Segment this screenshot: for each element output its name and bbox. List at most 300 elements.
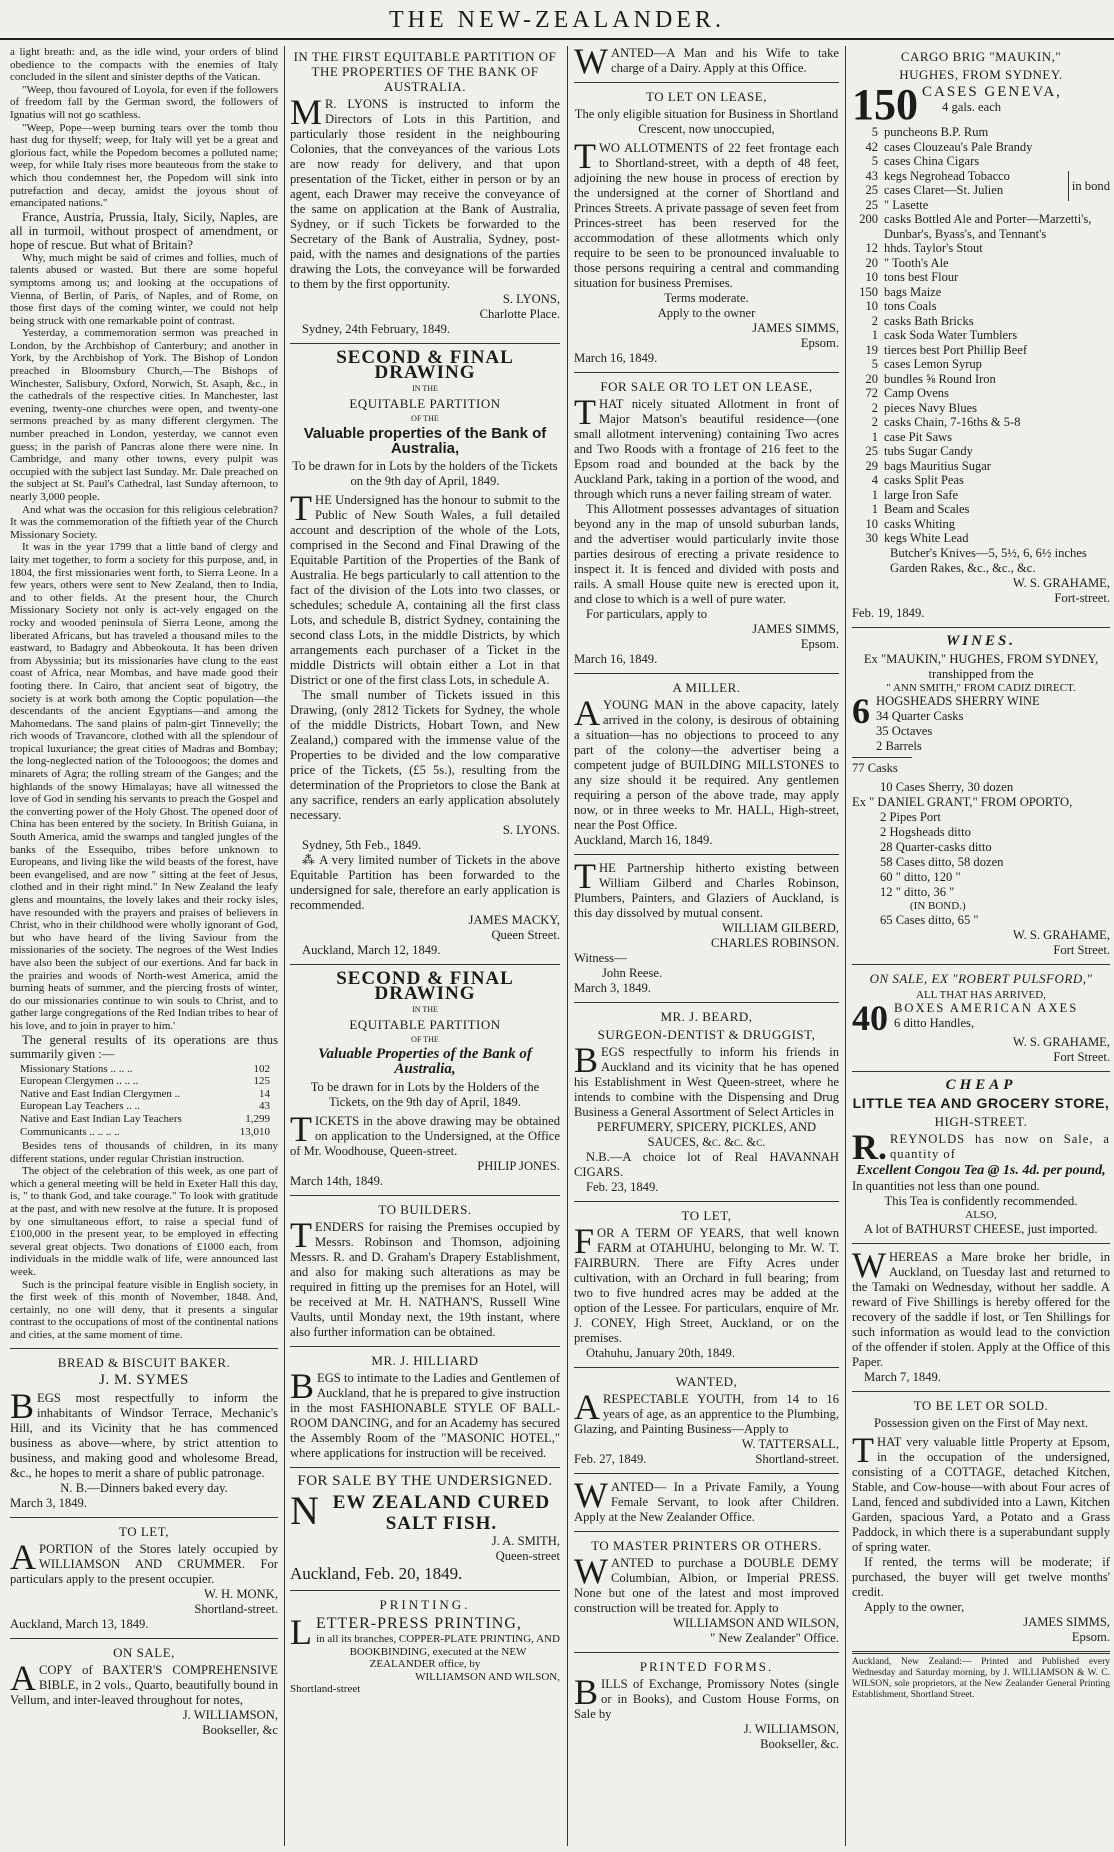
- ad-subheading: LITTLE TEA AND GROCERY STORE,: [852, 1095, 1110, 1112]
- table-row: [20, 1100, 270, 1113]
- article-para: And what was the occasion for this religious celebration? It was the commemoration of the fiftieth year of the Church Missionary Society.: [10, 503, 278, 541]
- ad-heading: TO LET,: [119, 1523, 169, 1539]
- ad-address: Fort-street.: [1054, 590, 1110, 605]
- asterism-icon: ⁂: [302, 853, 320, 867]
- drop-cap: T: [574, 392, 596, 432]
- table-row: [852, 386, 1110, 401]
- ad-lead: The only eligible situation for Business in Shortland Crescent, now unoccupied,: [574, 107, 839, 136]
- ad-lead: Ex "MAUKIN," HUGHES, FROM SYDNEY,: [863, 651, 1099, 666]
- article-para: Why, much might be said of crimes and follies, much of talents abused or wasted. But there are some hopeful symptoms among us; and looking at the occupations of Vienna, of Berlin, of Paris, of Naples, and of Rome, on those first days of the coming winter, we could not help being struck with one remarkable point of contrast.: [10, 251, 278, 327]
- stat-label: European Clergymen .. .. ..: [20, 1075, 139, 1088]
- ad-heading: ON SALE, EX "ROBERT PULSFORD,": [869, 970, 1093, 986]
- divider: [574, 1367, 839, 1368]
- table-row: [852, 285, 1110, 300]
- item-desc: cases China Cigars: [884, 154, 980, 168]
- divider: [852, 1391, 1110, 1392]
- table-row: [852, 299, 1110, 314]
- column-3: [574, 46, 839, 1846]
- ad-heading: FOR SALE BY THE UNDERSIGNED.: [297, 1473, 553, 1489]
- ad-signature: JAMES MACKY,: [468, 913, 560, 927]
- item-qty: 2: [871, 313, 878, 328]
- item-desc: kegs White Lead: [884, 531, 969, 545]
- item-desc: casks Whiting: [884, 516, 955, 531]
- item-desc: 10 Cases Sherry, 30 dozen: [880, 780, 1014, 795]
- item-qty: 20: [865, 255, 878, 270]
- ad-body: HEREAS a Mare broke her bridle, in Auckland, on Tuesday last and returned to the Tamaki on Wednesday, without her saddle. A reward of Five Shillings is hereby offered for the recovery of the saddle if lost, or Ten Shillings for such information as would lead to the conviction of the offender if stolen. Apply at the Office of this Paper.: [852, 1249, 1110, 1369]
- table-row: [20, 1063, 270, 1076]
- ad-body: If rented, the terms will be moderate; if purchased, the buyer will get twelve months' credit.: [852, 1554, 1110, 1599]
- ad-lead: Possession given on the First of May next.: [873, 1415, 1089, 1430]
- ad-witness-label: Witness—: [574, 951, 627, 965]
- article-para: Yesterday, a commemoration sermon was preached in London, by the Archbishop of Canterbury; and another in York, by the Archbishop of York. The Bishop of London preached in Bloomsbury Church,—The Bishops of Winchester, Salisbury, Oxford, Norwich, St. Asaph, &c., in the cathedrals of the respective cities. In Manchester, last evening, twenty-one churches were open, and twenty-one sermons preached by as many different clergymen. The number preached in London, yesterday, we cannot even guess; in the parish of Pancras alone there were nine. In Cambridge, and many other towns, every pulpit was occupied with the subject last Sunday. Mr. Dale preached on the subject at St. Paul's Cathedral, last Sunday afternoon, to nearly 3,000 people.: [10, 327, 278, 503]
- item-desc: large Iron Safe: [884, 487, 959, 502]
- ad-body: ANTED to purchase a DOUBLE DEMY Columbian, Albion, or Imperial PRESS. None but one of the latest and most improved construction will be treated for. Apply to: [574, 1556, 839, 1615]
- article-para: France, Austria, Prussia, Italy, Sicily, Naples, are all in turmoil, without prospect of amendment, or hope of rescue. But what of Britain?: [10, 209, 278, 252]
- item-title: HOGSHEADS SHERRY WINE: [876, 694, 1040, 709]
- table-row: [852, 314, 1110, 329]
- ad-date: Auckland, Feb. 20, 1849.: [290, 1564, 463, 1583]
- ad-heading: SECOND & FINAL DRAWING: [336, 968, 514, 1004]
- drop-cap: T: [574, 136, 596, 176]
- ad-body: HE Partnership hitherto existing between William Gilberd and Charles Robinson, Plumbers, Painters, and Glaziers of Auckland, is this day dissolved by mutual consent.: [574, 861, 839, 920]
- divider: [290, 1467, 560, 1468]
- divider: [574, 1002, 839, 1003]
- article-para: Such is the principal feature visible in English society, in the first week of this month of November, 1848. And, certainly, no one will deny, that it presents a singular contrast to the occupations of most of the continental nations and cities, at the same moment of time.: [10, 1278, 278, 1341]
- article-para: a light breath: and, as the idle wind, your orders of blind obedience to the compacts with the enemies of Italy concluded in the silent and sinister depths of the Vatican.: [10, 46, 278, 84]
- ad-body: COPY of BAXTER'S COMPREHENSIVE BIBLE, in 2 vols., Quarto, beautifully bound in Vellum, and inter-leaved throughout for notes,: [10, 1662, 278, 1707]
- ad-address: Shortland-street.: [755, 1452, 839, 1466]
- ad-heading: A MILLER.: [672, 680, 741, 695]
- item-qty: 200: [859, 212, 878, 226]
- ad-heading: CARGO BRIG "MAUKIN,": [900, 49, 1062, 64]
- ad-small-caption: OF THE: [411, 414, 439, 423]
- item-desc: " Tooth's Ale: [884, 255, 949, 270]
- item-qty: 42: [865, 139, 878, 154]
- divider: [290, 343, 560, 344]
- list-item: 2 Hogsheads ditto: [880, 825, 971, 840]
- item-qty: 43: [865, 168, 878, 183]
- ad-subheading: EQUITABLE PARTITION: [349, 1017, 501, 1032]
- ad-body: A very limited number of Tickets in the above Equitable Partition has been forwarded to the undersigned for sale, therefore an early application is recommended.: [290, 853, 560, 912]
- table-row: [852, 531, 1110, 546]
- ad-body: HAT very valuable little Property at Epsom, in the occupation of the undersigned, consisting of a COTTAGE, detached Kitchen, Stable, and Cow-house—with about Four acres of Land, fenced and subdivided into a Lawn, Kitchen Garden, spacious Yard, a Potato and a Grass Paddock, in which there is a superabundant supply of spring water.: [852, 1434, 1110, 1554]
- table-row: [852, 502, 1110, 517]
- drop-cap: B: [290, 1366, 315, 1406]
- ad-heading: PRINTED FORMS.: [639, 1659, 774, 1674]
- item-desc: Camp Ovens: [884, 386, 949, 400]
- ad-date: Feb. 23, 1849.: [586, 1180, 659, 1194]
- table-row: [20, 1113, 270, 1126]
- stat-value: 14: [259, 1087, 270, 1100]
- table-row: [852, 473, 1110, 488]
- ad-address: Bookseller, &c: [202, 1722, 278, 1737]
- drop-cap: W: [852, 1244, 886, 1285]
- ad-signature: W. TATTERSALL,: [741, 1437, 839, 1451]
- ad-signature: S. LYONS.: [502, 823, 560, 837]
- item-title: BOXES AMERICAN AXES: [894, 1001, 1079, 1016]
- ad-body: EGS most respectfully to inform the inhabitants of Windsor Terrace, Mechanic's Hill, and its Vicinity that he has commenced business as above—where, by strict attention to business, and making good and wholesome Bread, &c., he hopes to merit a share of public patronage.: [10, 1390, 278, 1480]
- article-para: The object of the celebration of this week, as one part of which a general meeting will be held in Exeter Hall this day, is, " to thank God, and take courage." To look with gratitude at the past, and with new resolve at the future. It is proposed by one simultaneous effort, to raise a special fund of £100,000 in the present year, to be employed in effecting several great objects. Two donations of £1000 each, from individuals in the middle walk of life, were announced last week.: [10, 1165, 278, 1279]
- ad-body: ILLS of Exchange, Promissory Notes (single or in Books), and Custom House Forms, on Sale by: [574, 1677, 839, 1721]
- table-row: [852, 401, 1110, 416]
- drop-cap: B: [574, 1040, 599, 1080]
- column-4: [852, 46, 1110, 1846]
- item-qty: 1: [871, 429, 878, 444]
- divider: [574, 673, 839, 674]
- stats-table: [20, 1063, 270, 1139]
- item-qty: 5: [871, 357, 878, 371]
- ad-heading: ON SALE,: [113, 1644, 175, 1660]
- ad-signature: J. WILLIAMSON,: [743, 1722, 839, 1736]
- column-2: [290, 46, 560, 1846]
- item-desc: bundles ⅝ Round Iron: [884, 371, 996, 386]
- ad-body: ICKETS in the above drawing may be obtained on application to the Undersigned, at the Office of Mr. Woodhouse, Queen-street.: [290, 1114, 560, 1158]
- ad-list: PERFUMERY, SPICERY, PICKLES, AND SAUCES, &c. &c. &c.: [596, 1120, 817, 1149]
- item-qty: 4: [871, 473, 878, 487]
- ad-date: Auckland, March 12, 1849.: [302, 943, 441, 957]
- ad-address: Queen-street: [495, 1549, 560, 1563]
- item-qty: 25: [865, 197, 878, 212]
- drop-cap: A: [574, 1387, 600, 1427]
- ad-heading: TO BUILDERS.: [378, 1202, 472, 1217]
- drop-cap: T: [852, 1429, 874, 1470]
- item-desc: tierces best Port Phillip Beef: [884, 342, 1028, 357]
- divider: [290, 1195, 560, 1196]
- ad-note: N.B.—A choice lot of Real HAVANNAH CIGARS.: [574, 1150, 839, 1179]
- item-desc: cases Lemon Syrup: [884, 357, 982, 371]
- stat-label: Missionary Stations .. .. ..: [20, 1062, 133, 1075]
- ad-date: Feb. 19, 1849.: [852, 605, 925, 620]
- divider: [574, 854, 839, 855]
- column-divider: [567, 46, 568, 1846]
- ad-lead: transhipped from the: [928, 666, 1034, 681]
- ad-heading: CHEAP: [945, 1077, 1017, 1094]
- ad-subheading: ALL THAT HAS ARRIVED,: [916, 988, 1046, 1001]
- ad-body: HE Undersigned has the honour to submit to the Public of New South Wales, a full detailed account and description of the whole of the Lots, comprised in the Second and Final Drawing of the Equitable Partition of the Properties of the Bank of Australia. He begs particularly to call attention to the fact of the division of the Lots into two classes, or schedules; schedule A, containing all the first class Lots, and schedule B, district Sydney, containing the second class Lots, in the middle Districts, by which arrangements each purchaser of a Ticket in the middle Districts will obtain either a Lot in that District or one of the first class Lots, in schedule A.: [290, 493, 560, 687]
- ad-signature: JAMES SIMMS,: [752, 321, 839, 335]
- drop-cap: T: [290, 1215, 312, 1255]
- table-row: [852, 140, 1110, 155]
- ad-heading: BREAD & BISCUIT BAKER.: [57, 1354, 231, 1370]
- divider: [574, 1652, 839, 1653]
- item-desc: 6 ditto Handles,: [894, 1016, 975, 1031]
- item-qty: 20: [865, 371, 878, 386]
- item-qty: 1: [871, 502, 878, 516]
- ad-heading: TO BE LET OR SOLD.: [913, 1397, 1049, 1413]
- item-desc: pieces Navy Blues: [884, 400, 978, 415]
- table-row: [852, 212, 1110, 241]
- drop-cap: R.: [852, 1127, 887, 1168]
- ad-address: Shortland-street.: [194, 1601, 278, 1616]
- table-row: [852, 256, 1110, 271]
- ad-title: Excellent Congou Tea @ 1s. 4d. per pound,: [856, 1163, 1106, 1179]
- ad-address: Bookseller, &c.: [760, 1737, 839, 1751]
- ad-date: Sydney, 24th February, 1849.: [302, 322, 451, 336]
- ad-small-caption: IN THE: [412, 1005, 438, 1014]
- quantity-number: 150: [852, 80, 918, 129]
- item-qty: 10: [865, 299, 878, 313]
- item-qty: 30: [865, 531, 878, 545]
- ad-lead: " ANN SMITH," FROM CADIZ DIRECT.: [886, 681, 1076, 694]
- item-desc: cases Clouzeau's Pale Brandy: [884, 139, 1033, 154]
- ad-small-caption: IN THE: [412, 384, 438, 393]
- drop-cap: W: [574, 1475, 608, 1515]
- ad-heading: SECOND & FINAL DRAWING: [336, 347, 514, 383]
- item-desc: 2 Barrels: [876, 739, 922, 754]
- ad-date: March 16, 1849.: [574, 652, 658, 666]
- ad-body: ENDERS for raising the Premises occupied by Messrs. Robinson and Thomson, adjoining Messrs. R. and D. Graham's Drapery Establishment, and also for making such alterations as may be required in fitting up the premises for an Hotel, will be received at Mr. H. NATHAN'S, Russell Wine Vaults, until Monday next, the 19th instant, where also further information can be obtained.: [290, 1220, 560, 1339]
- divider: [574, 372, 839, 373]
- ad-heading: MR. J. HILLIARD: [371, 1353, 479, 1368]
- divider: [290, 1346, 560, 1347]
- ad-date: March 7, 1849.: [864, 1369, 941, 1384]
- table-row: [852, 459, 1110, 474]
- stat-label: European Lay Teachers .. ..: [20, 1100, 140, 1113]
- drop-cap: A: [574, 693, 600, 733]
- stat-value: 13,010: [239, 1125, 270, 1138]
- ad-heading: PRINTING.: [379, 1597, 471, 1612]
- drop-cap: W: [574, 1551, 608, 1591]
- column-divider: [284, 46, 285, 1846]
- ad-address: Shortland-street: [290, 1683, 361, 1696]
- divider: [574, 1473, 839, 1474]
- item-desc: tubs Sugar Candy: [884, 444, 973, 458]
- column-1: [10, 46, 278, 1846]
- sherry-line: [852, 691, 1110, 754]
- item-qty: 72: [865, 386, 878, 400]
- ad-date: Auckland, March 13, 1849.: [10, 1616, 149, 1631]
- item-desc: tons best Flour: [884, 270, 959, 284]
- item-desc: casks Bottled Ale and Porter—Marzetti's, Dunbar's, Byass's, and Tennant's: [884, 212, 1092, 241]
- ad-body: ANTED— In a Private Family, a Young Female Servant, to look after Children. Apply at the New Zealander Office.: [574, 1480, 839, 1524]
- item-desc: tons Coals: [884, 299, 937, 313]
- drop-cap: B: [574, 1672, 599, 1712]
- ad-body: A lot of BATHURST CHEESE, just imported.: [864, 1221, 1098, 1236]
- drop-cap: T: [574, 856, 596, 896]
- ad-title: EW ZEALAND CURED SALT FISH.: [332, 1492, 551, 1534]
- ad-address: Epsom.: [1071, 1629, 1110, 1644]
- table-row: [852, 372, 1110, 387]
- divider: [574, 1201, 839, 1202]
- item-qty: 1: [871, 487, 878, 502]
- ad-apply: Apply to the owner: [657, 306, 756, 320]
- bond-label: in bond: [1068, 171, 1110, 201]
- axes-line: [852, 998, 1110, 1039]
- ad-lead: Ex " DANIEL GRANT," FROM OPORTO,: [852, 795, 1073, 810]
- ad-body: The small number of Tickets issued in this Drawing, (only 2812 Tickets for Sydney, the whole of the middle Districts, Hobart Town, and New Zealand,) compared with the immense value of the Properties to be divided and the low comparative price of the Tickets, (£5 5s.), resulting from the determination of the Proprietors to close the Bank at any sacrifice, renders an early application absolutely necessary.: [290, 688, 560, 822]
- ad-heading: TO MASTER PRINTERS OR OTHERS.: [591, 1538, 822, 1553]
- ad-signature: CHARLES ROBINSON.: [710, 936, 839, 950]
- ad-date: March 3, 1849.: [574, 981, 651, 995]
- drop-cap: L: [290, 1612, 313, 1652]
- drop-cap: A: [10, 1536, 36, 1577]
- item-desc: case Pit Saws: [884, 429, 953, 444]
- ad-lead: To be drawn for in Lots by the Holders of the Tickets, on the 9th day of April, 1849.: [310, 1080, 540, 1109]
- item-desc: Garden Rakes, &c., &c., &c.: [890, 560, 1036, 575]
- stat-label: Communicants .. .. .. ..: [20, 1125, 120, 1138]
- divider: [852, 1243, 1110, 1244]
- list-item: 28 Quarter-casks ditto: [880, 840, 992, 855]
- article-para: The general results of its operations are thus summarily given :—: [10, 1032, 278, 1061]
- item-qty: 2: [871, 400, 878, 415]
- table-row: [852, 241, 1110, 256]
- item-qty: 5: [871, 154, 878, 168]
- ad-body: R. LYONS is instructed to inform the Directors of Lots in this Partition, and particularly those resident in the neighbouring Colonies, that the conveyances of the various Lots are now ready for delivery, and that upon presentation of the Ticket, either in person or by an agent, each Drawer may receive the conveyance of the same on application at the Bank of Australia, Sydney, or if such Tickets be forwarded to the Secretary of the Bank of Australia, Sydney, post-paid, with the names and designations of the parties drawing the Lots, the conveyance will be forwarded to them by the first opportunity.: [290, 97, 560, 291]
- ad-date: Otahuhu, January 20th, 1849.: [586, 1346, 736, 1360]
- item-qty: 1: [871, 328, 878, 342]
- item-qty: 10: [865, 516, 878, 531]
- table-row: [852, 430, 1110, 445]
- table-row: [852, 517, 1110, 532]
- ad-body: OR A TERM OF YEARS, that well known FARM at OTAHUHU, belonging to Mr. W. T. FAIRBURN. There are Fifty Acres under cultivation, with an Orchard in full bearing; from two to five hundred acres may be added at the option of the Lessee. For particulars, enquire of Mr. J. CONEY, High Street, Auckland, or on the premises.: [574, 1226, 839, 1345]
- quantity-number: 40: [852, 998, 888, 1039]
- ad-date: March 14th, 1849.: [290, 1174, 384, 1188]
- ad-title: Valuable properties of the Bank of Australia,: [303, 425, 547, 457]
- list-item: 65 Cases ditto, 65 ": [880, 912, 979, 927]
- stat-value: 102: [253, 1062, 270, 1075]
- item-total: 77 Casks: [852, 761, 898, 776]
- ad-body: ANTED—A Man and his Wife to take charge of a Dairy. Apply at this Office.: [610, 46, 839, 75]
- ad-subheading: HUGHES, FROM SYDNEY.: [899, 67, 1063, 82]
- ad-heading: IN THE FIRST EQUITABLE PARTITION OF THE PROPERTIES OF THE BANK OF AUSTRALIA.: [293, 49, 557, 94]
- item-qty: 25: [865, 444, 878, 458]
- ad-subheading: J. M. SYMES: [99, 1371, 189, 1388]
- item-qty: 12: [865, 241, 878, 255]
- stat-value: 43: [259, 1100, 270, 1113]
- article-para: "Weep, Pope—weep burning tears over the tomb thou hast dug for thyself; weep, for Italy will yet be a great and glorious fact, while the Popedom becomes a polluted name; weep, for while Italy rises more beauteous from the stake to which thou condemnest her, the Popedom will sink into putrefaction and decay, amidst the joyous shout of emancipated nations.": [10, 121, 278, 210]
- item-desc: bags Mauritius Sugar: [884, 458, 991, 473]
- quantity-number: 6: [852, 691, 870, 732]
- ad-terms: Terms moderate.: [664, 291, 749, 305]
- item-title: CASES GENEVA,: [922, 84, 1062, 100]
- imprint: Auckland, New Zealand:— Printed and Published every Wednesday and Saturday morning, by J. WILLIAMSON & W. C. WILSON, sole proprietors, at the New Zealander General Printing Establishment, Shortland Street.: [852, 1656, 1110, 1700]
- ad-note: N. B.—Dinners baked every day.: [60, 1480, 228, 1495]
- ad-body: REYNOLDS has now on Sale, a quantity of: [890, 1132, 1110, 1162]
- ad-body: in all its branches, COPPER-PLATE PRINTING, AND BOOKBINDING, executed at the NEW ZEALANDER office, by: [316, 1633, 560, 1671]
- item-desc: Beam and Scales: [884, 502, 970, 516]
- ad-signature: PHILIP JONES.: [477, 1159, 560, 1173]
- drop-cap: B: [10, 1385, 35, 1426]
- ad-subheading: SURGEON-DENTIST & DRUGGIST,: [597, 1027, 816, 1042]
- table-row: [852, 488, 1110, 503]
- table-row: [852, 357, 1110, 372]
- drop-cap: T: [290, 488, 312, 528]
- list-item: 2 Pipes Port: [880, 810, 941, 825]
- drop-cap: M: [290, 92, 323, 132]
- item-desc: " Lasette: [884, 197, 929, 212]
- ad-address: " New Zealander" Office.: [710, 1631, 839, 1645]
- item-desc: casks Split Peas: [884, 473, 964, 487]
- item-qty: 10: [865, 270, 878, 284]
- table-row: [852, 328, 1110, 343]
- ad-heading: TO LET,: [681, 1208, 732, 1223]
- divider: [10, 1348, 278, 1349]
- divider: [290, 964, 560, 965]
- item-desc: kegs Negrohead Tobacco: [884, 168, 1010, 183]
- article-para: "Weep, thou favoured of Loyola, for even if the followers of freedom fall by the German sword, the followers of Ignatius will not go scathless.: [10, 83, 278, 121]
- ad-signature: WILLIAM GILBERD,: [722, 921, 839, 935]
- ad-witness-name: John Reese.: [602, 966, 663, 980]
- ad-signature: W. H. MONK,: [203, 1586, 278, 1601]
- ad-lead: To be drawn for in Lots by the holders of the Tickets on the 9th day of April, 1849.: [292, 459, 558, 488]
- ad-signature: J. A. SMITH,: [491, 1534, 560, 1548]
- list-item: 60 " ditto, 120 ": [880, 870, 961, 885]
- item-desc: cases Claret—St. Julien: [884, 183, 1004, 197]
- ad-signature: W. S. GRAHAME,: [1012, 927, 1110, 942]
- masthead: THE NEW-ZEALANDER.: [0, 0, 1114, 40]
- table-row: [852, 415, 1110, 430]
- port-list: [852, 810, 1110, 928]
- article-para: Besides tens of thousands of children, in its many different stations, under regular Christian instruction.: [10, 1140, 278, 1165]
- ad-signature: JAMES SIMMS,: [752, 622, 839, 636]
- ad-address: Fort Street.: [1053, 942, 1110, 957]
- item-qty: 19: [865, 342, 878, 357]
- ad-signature: WILLIAMSON AND WILSON,: [673, 1616, 839, 1630]
- ad-address: Charlotte Place.: [479, 307, 560, 321]
- ad-heading: MR. J. BEARD,: [660, 1009, 753, 1024]
- table-row: [852, 154, 1110, 169]
- ad-address: Epsom.: [800, 637, 839, 651]
- ad-signature: J. WILLIAMSON,: [182, 1707, 278, 1722]
- table-row: [852, 444, 1110, 459]
- stat-label: Native and East Indian Clergymen ..: [20, 1087, 181, 1100]
- ad-signature: JAMES SIMMS,: [1023, 1614, 1110, 1629]
- drop-cap: T: [290, 1109, 312, 1149]
- ad-also: ALSO,: [965, 1209, 997, 1222]
- ad-apply: Apply to the owner,: [864, 1599, 965, 1614]
- table-row: [20, 1126, 270, 1139]
- item-desc: casks Chain, 7-16ths & 5-8: [884, 415, 1021, 429]
- item-qty: 150: [859, 284, 878, 299]
- table-row: [852, 270, 1110, 285]
- ad-body: YOUNG MAN in the above capacity, lately arrived in the colony, is desirous of obtaining a situation—has no objections to proceed to any part of the colony—the advertiser being a competent judge of BUILDING MILLSTONES to any size should it be required. Any gentlemen requiring a person of the above trade, may apply now, or in three weeks to Mr. HALL, High-street, near the Post Office.: [574, 698, 839, 832]
- ad-heading: TO LET ON LEASE,: [646, 89, 767, 104]
- ad-body: This Allotment possesses advantages of situation beyond any in the map of unsold suburban lands, and the advertiser would particularly invite those parties desirous of erecting a private residence to inspect it. It is fenced and divided with posts and rails. A small House quite new is erected upon it, and close to which is a well of pure water.: [574, 502, 839, 606]
- divider: [852, 627, 1110, 628]
- ad-body: This Tea is confidently recommended.: [884, 1194, 1078, 1209]
- divider: [852, 964, 1110, 965]
- item-qty: 25: [865, 183, 878, 197]
- ad-subheading: EQUITABLE PARTITION: [349, 396, 501, 411]
- ad-signature: W. S. GRAHAME,: [1012, 575, 1110, 590]
- ad-body: WO ALLOTMENTS of 22 feet frontage each to Shortland-street, with a depth of 48 feet, adjoining the new house in process of erection by the undersigned at the corner of Shortland and Princes Streets. A private passage of seven feet from Princes-street has been reserved for the accommodation of these allotments which only require to be seen to be pronounced invaluable to those persons requiring a central and commanding situation for business Premises.: [574, 141, 839, 290]
- item-desc: 35 Octaves: [876, 724, 933, 739]
- article-para: It was in the year 1799 that a little band of clergy and laity met together, to form a society for this purpose, and, in 1804, the first missionaries went forth, to Sierra Leone. In a few years, others were sent to New Zealand, then to India, and to other fields. At the present hour, the Church Missionary Society not only is act-vely engaged on the rocky and wooded peninsula of Sierra Leone, among the liberated Africans, but has traveled a thousand miles to the eastward, to Badagry and Abbeokouta. It has been driven from Abyssinia; but its missionaries have clung to the east coast of Africa, near Mombas, and have made good their footing there. In Cairo, that ancient seat of bigotry, the society is at work both among the Coptic population—the descendants of the ancient Egyptians—and among the Mahomedans. The sand plains of palm-girt Tinnevelly; the rich woods of Travancore, clothed with all the splendour of tropical luxuriance; the great cities of Madras and Bombay; the long-neglected nation of the Tolooogoos; the domes and minarets of Agra; the rolling stream of the Ganges; and the highlands of the snowy Himalayas; have all witnessed the love of God in sending his servants to preach the Gospel and the converting power of the Holy Ghost. The opened door of China has been entered by the society. In British Guiana, in South America, amid the swamps and tangled jungles of the banks of the Essequibo, tribes before unknown to Europeans, and living like the wild beasts of the forest, have been evangelised, and are now " sitting at the feet of Jesus, clothed and in their right mind." In New Zealand the leafy glens and mountains, the lovely lakes and their rocky isles, have resounded with the prayers and praises of believers in Christ, who in their childhood were wholly ignorant of God, but who have heard of the living Saviour from the missionaries of the society. The negroes of the West Indies have also been the subject of our exertions. And far back in the prairies and woods of North-west America, amid the burning heats of summer, and the piercing frosts of winter, do our missionaries continue to win souls to Christ, and to gather large congregations of the Red Indian tribes to hear of his love, and to join in prayer to him.': [10, 541, 278, 1032]
- ad-address: Queen Street.: [491, 928, 560, 942]
- ad-date: Sydney, 5th Feb., 1849.: [302, 838, 422, 852]
- item-desc: 34 Quarter Casks: [876, 709, 964, 724]
- item-desc: hhds. Taylor's Stout: [884, 241, 983, 255]
- divider: [10, 1517, 278, 1518]
- item-qty: 5: [871, 125, 878, 139]
- ad-subheading: HIGH-STREET.: [934, 1114, 1028, 1130]
- item-desc: bags Maize: [884, 284, 942, 299]
- ad-heading: WINES.: [945, 632, 1017, 649]
- ad-body: HAT nicely situated Allotment in front of Major Matson's beautiful residence—(one small allotment intervening) containing Two acres and Two Roods with a frontage of 216 feet to the Epsom road and bounded at the back by the Auckland Park, taking in a portion of the wood, and through which runs a never failing stream of water.: [574, 397, 839, 501]
- item-desc: casks Bath Bricks: [884, 313, 974, 328]
- ad-address: Fort Street.: [1053, 1050, 1110, 1065]
- ad-body: RESPECTABLE YOUTH, from 14 to 16 years of age, as an apprentice to the Plumbing, Glazing, and Painting Business—Apply to: [574, 1392, 839, 1436]
- ad-heading: WANTED,: [675, 1374, 738, 1389]
- drop-cap: F: [574, 1221, 595, 1261]
- ad-body: PORTION of the Stores lately occupied by WILLIAMSON AND CRUMMER. For particulars apply to the present occupier.: [10, 1541, 278, 1586]
- stat-value: 1,299: [245, 1112, 270, 1125]
- ad-heading: FOR SALE OR TO LET ON LEASE,: [600, 379, 813, 394]
- ad-small-caption: OF THE: [411, 1035, 439, 1044]
- ad-apply: For particulars, apply to: [586, 607, 708, 621]
- divider: [10, 1638, 278, 1639]
- geneva-line: [852, 80, 1110, 129]
